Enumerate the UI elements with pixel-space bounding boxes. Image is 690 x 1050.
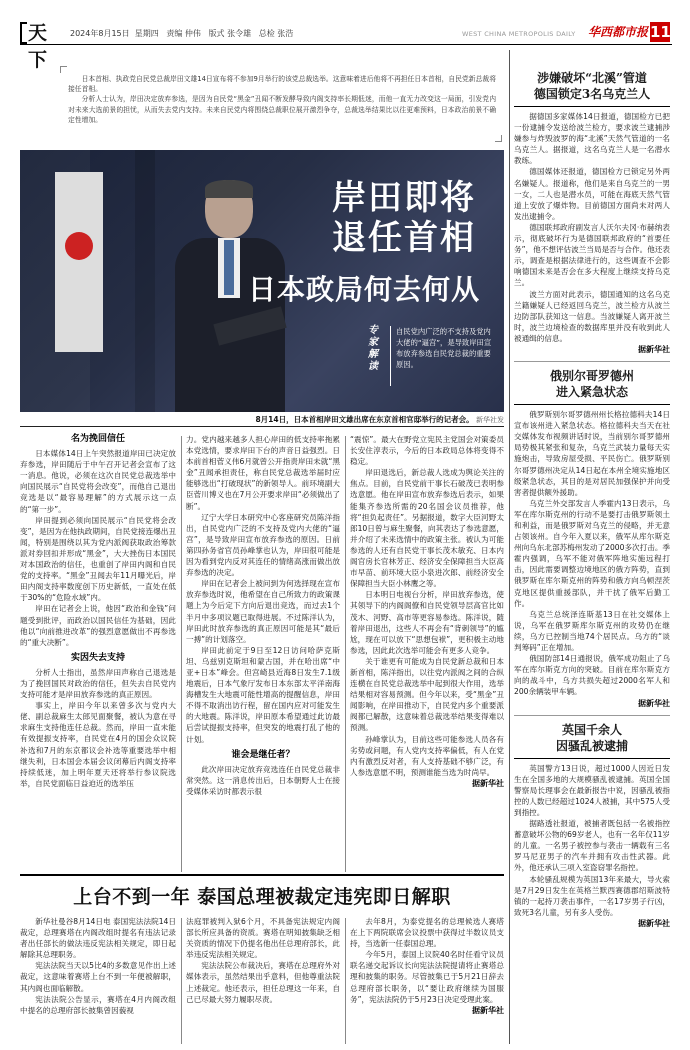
lead-text (68, 74, 496, 125)
header-design: 版式 张令雄 (208, 29, 252, 38)
header-section-label (20, 18, 64, 71)
story2-paragraph: 俄罗斯别尔哥罗德州州长格拉德科夫14日宣布该州进入紧急状态。格拉德科夫当天在社交媒体发布视频讲话时说，当前别尔哥罗德州局势极其紧张和复杂，乌克兰武装力量每天实施炮击，导致房屋受损、平民伤亡。俄罗斯别尔哥罗德州决定从14日起在本州全境实施地区级紧急状态，其目的是对居民加强保护并向受害者提供额外援助。 (514, 410, 670, 497)
subhead-2: 实因失去支持 (70, 652, 125, 663)
story3-rule (514, 758, 670, 759)
lead-p1: 日本首相、执政党自民党总裁岸田文雄14日宣布将不参加9月举行的该党总裁选举。这意味着进后他将不再担任日本首相，自民党新总裁将接任首相。 (68, 75, 496, 94)
person-tie (224, 240, 234, 295)
bottom-title: 上台不到一年 泰国总理被裁定违宪即日解职 (73, 886, 451, 908)
col-divider (345, 918, 346, 1044)
story2-paragraph: 乌克兰外交部发言人季霍内13日表示，乌军在库尔斯克州的行动不是要打击俄罗斯领土和利益，而是俄罗斯对乌克兰的侵略，并无意占领该州。自今年入夏以来，俄军从库尔斯克州向乌东北部苏梅州发动了2000多次打击。季霍内强调，乌军不能对俄军阵地实施远程打击，因此需要调整边境地区的俄方阵势，直到俄罗斯在库尔斯克州的阵势和俄方向乌顿涅茨克地区提供重援部队，并干扰了俄军后勤工作。 (514, 498, 671, 608)
col3-paragraph: 日本明日电视台分析，岸田放弃参选，使其领导下的内阁阁僚和自民党领导层高官比如茂木、河野、高市等更容易参选。陈洋说，随着岸田退出，这些人不再会有“背刺领导”的尴尬，现在可以放下“思想包袱”，更积极主动地参选，因此此次选举可能会有更多人竞争。 (350, 590, 504, 655)
sidebar-story-1 (514, 70, 670, 355)
section-name: 天下 (28, 22, 48, 71)
lead-p2: 分析人士认为，岸田决定放弃参选，是因为自民党“黑金”丑闻不断发酵导致内阁支持率长期低迷，而他一直无力改变这一局面，引发党内对未来大选前景的担忧，从而失去党内支持。未来自民党内将围绕总裁职位展开激烈争夺，总裁选举结果比以往更难预料，日本政治前景不确定性增加。 (68, 95, 496, 124)
story2-title (514, 368, 670, 400)
header-editor: 责编 仲伟 (166, 29, 201, 38)
page-number: 11 (650, 23, 671, 41)
story3-title (514, 722, 670, 754)
col2-paragraph: 力。党内越来越多人担心岸田的低支持率拖累本党选情，要求岸田下台的声音日益强烈。日本前首相菅义伟6月就曾公开指责岸田未就“黑金”丑闻承担责任，称自民党总裁选举届时应能够选出“打破现状”的新领导人。前环境副大臣菅川博义也在7月公开要求岸田“必须做出了断”。 (186, 435, 340, 511)
story2-title-l2: 进入紧急状态 (555, 385, 628, 400)
header-rule (20, 44, 672, 45)
hero-photo (20, 150, 504, 412)
header-weekday: 星期四 (134, 29, 159, 38)
story1-title-l1: 涉嫌破坏“北溪”管道 (537, 71, 647, 85)
brand-logo: 华西都市报 (588, 25, 649, 39)
hero-title-line1: 岸田即将 (332, 178, 476, 218)
main-column-1 (20, 434, 176, 789)
story2-source: 据新华社 (638, 698, 670, 708)
story3-source: 据新华社 (638, 918, 670, 928)
col3-paragraph: 孙峰掌认为，目前这些可能参选人员各有劣势或问题，有人党内支持率偏低，有人在党内有激烈反对者，有人支持基础不够广泛，有人参选意愿不明，预测谁能当选为时尚早。 (350, 734, 504, 777)
bg-stripe (135, 150, 155, 412)
story2-paragraph: 乌克兰总统泽连斯基13日在社交媒体上说，乌军在俄罗斯库尔斯克州的攻势仍在继续，乌方已控制当地74个居民点。乌方的“谈判筹码”正在增加。 (514, 609, 670, 653)
header-check: 总检 张浩 (258, 29, 294, 38)
bottom-paragraph: 今年5月，泰国上议院40名时任看守议员联名递交起诉议长向宪法法院提请将止赛塔总理和披集的职务。尽管披集已于5月21日辞去总理府部长职务，以“要让政府继续为国服务”，宪法法院仍于5月23日决定受理此案。 (350, 950, 504, 1004)
main-column-2 (186, 434, 340, 797)
sidebar-story-3 (514, 722, 670, 929)
col3-paragraph: “震惊”。最大在野党立宪民主党国会对策委员长安住淳表示，今后的日本政局总体将变得不稳定。 (350, 435, 504, 467)
lead-corner-tl (60, 66, 67, 73)
header-english: WEST CHINA METROPOLIS DAILY (462, 30, 576, 38)
hero-caption (20, 414, 504, 425)
story1-title (514, 70, 670, 102)
story1-rule (514, 106, 670, 107)
story3-paragraph: 本轮骚乱规模为英国13年来最大，导火索是7月29日发生在英格兰默西赛德郡绍斯波特镇的一起持刀袭击事件，一名17岁男子行凶，致死3名儿童，另有多人受伤。 (514, 874, 670, 917)
sidebar-rule (514, 715, 670, 716)
bottom-paragraph: 新华社曼谷8月14日电 泰国宪法法院14日裁定，总理赛塔在内阁改组时提名有违法记录者出任部长的做法违反宪法相关规定，即日起解除其总理职务。 (20, 917, 176, 960)
bottom-paragraph: 去年8月，为泰党提名的总理候选人赛塔在上下两院联席会议投票中获得过半数议员支持，当选新一任泰国总理。 (350, 917, 504, 949)
story3-paragraph: 据路透社报道，被捕者既包括一名被指控蓄意破坏公物的69岁老人，也有一名年仅11岁的儿童。一名男子被控参与袭击一辆载有三名罗马尼亚男子的汽车并拥有攻击性武器。此外，他还承认三项入室盗窃罪名指控。 (514, 819, 671, 873)
col1-paragraph: 分析人士指出，虽然岸田声称自己退选是为了挽回国民对政治的信任，但失去自民党内支持可能才是岸田放弃参选的真正原因。 (20, 667, 176, 700)
header-meta (70, 28, 293, 39)
col-divider (345, 436, 346, 872)
story1-title-l2: 德国锁定3名乌克兰人 (533, 87, 651, 101)
section-bracket-icon (20, 22, 27, 44)
story1-source: 据新华社 (638, 344, 670, 354)
col-divider (181, 436, 182, 872)
col2-paragraph: 岸田此前定于9日至12日访问哈萨克斯坦、乌兹别克斯坦和蒙古国，并在哈出席“中亚+日本”峰会。但宫崎县近海8日发生7.1级地震后，日本气象厅发布日本东部太平洋南海海槽发生大地震可能性增高的提醒信息，岸田不得不取消出访行程，留在国内应对可能发生的大地震。陈洋说，岸田原本希望通过此访最后尝试提振支持率，但突发的地震打乱了他的计划。 (186, 645, 340, 744)
col3-paragraph: 关于谁更有可能成为自民党新总裁和日本新首相，陈洋指出，以往党内派阀之间的合纵连横在自民党总裁选举中起到很大作用，选举结果相对容易预测。但今年以来，受“黑金”丑闻影响，在岸田推动下，自民党内多个重要派阀都已解散，这意味着总裁选举结果变得难以预测。 (350, 656, 504, 733)
person-hair (205, 180, 253, 198)
col1-paragraph: 事实上，岸田今年以来曾多次与党内大佬、副总裁麻生太郎见面聚餐，被认为意在寻求麻生支持他连任总裁。然而，岸田一直未能有效提振支持率，自民党在4月的国会众议院补选和7月的东京都议会补选等重要选举中相继失利，日本国会本届会议闭幕后内阁支持率持续低迷，加上明年夏天还将举行参议院选举，自民党面临日益迫近的选举压 (20, 701, 176, 788)
bottom-paragraph: 宪法法院公告显示，赛塔在4月内阁改组中提名的总理府部长披集曾因藐视 (20, 994, 176, 1015)
bottom-column-3 (350, 916, 504, 1016)
col3-source: 据新华社 (472, 778, 504, 788)
hero-summary: 自民党内广泛的不支持及党内大佬的“逼宫”，是导致岸田宣布放弃参选自民党总裁的重要原因。 (396, 327, 492, 369)
story3-paragraph: 英国警方13日说，超过1000人因近日发生在全国多地的大规模骚乱被逮捕。英国全国警察局长理事会在最新报告中说，因骚乱被指控的人数已经超过1024人被捕，其中575人受到指控。 (514, 763, 670, 817)
sidebar-story-2 (514, 368, 670, 709)
japan-flag (55, 172, 103, 352)
hero-rule (20, 426, 504, 427)
hero-credit: 新华社发 (476, 416, 504, 424)
subhead-1: 名为挽回信任 (70, 434, 125, 444)
bottom-column-1 (20, 916, 176, 1016)
bottom-paragraph: 宪法法院公布裁决后，赛塔在总理府外对媒体表示，虽然结果出乎意料，但他尊重法院上述裁定。他还表示，担任总理这一年来，自己已尽最大努力履职尽责。 (186, 961, 340, 1004)
hero-title-line2: 退任首相 (332, 218, 476, 258)
story1-paragraph: 德国联邦政府副发言人沃尔夫冈·布赫纳表示，彻底破坏行为是德国联邦政府的“首要任务”，他不想评估波兰当局是否与合作。他还表示，调查是根据法律进行的，这些调查不会影响德国未来是否会在多大程度上继续支持乌克兰。 (514, 222, 670, 288)
sidebar (514, 70, 670, 929)
story2-title-l1: 俄别尔哥罗德州 (549, 369, 634, 384)
col1-paragraph: 岸田在记者会上说，他因“政治和金钱”问题受到批评，而政治以国民信任为基础，因此他以“向前推进改革”的强烈意愿做出不再参选的“重大决断”。 (20, 604, 176, 647)
main-column-3 (350, 434, 504, 789)
story3-title-l1: 英国千余人 (561, 722, 622, 737)
bottom-column-2 (186, 916, 340, 1005)
hero-title (332, 178, 476, 258)
bottom-paragraph: 宪法法院当天以5比4的多数意见作出上述裁定，这意味着赛塔上台不到一年便被解职，其内阁也面临解散。 (20, 961, 176, 993)
col1-paragraph: 日本媒体14日上午突然报道岸田已决定放弃参选，岸田随后于中午召开记者会宣布了这一消息。他说，必须在这次自民党总裁选举中向国民展示“自民党将会改变”，而他自己退出竞选是以“最容易理解”的方式展示这一点的“第一步”。 (20, 449, 176, 514)
hero-tag-rule (390, 326, 391, 386)
story1-paragraph: 波兰方面对此表示，德国通知的这名乌克兰籍嫌疑人已经返回乌克兰，波兰检方从波兰边防部队获知这一信息。当波嫌疑人离开波兰时，波兰边境检查的数据库里并没有收到此人被通缉的信息。 (514, 289, 670, 343)
col2-paragraph: 辽宁大学日本研究中心客座研究员陈洋指出，自民党内广泛的不支持及党内大佬的“逼宫”，是导致岸田宣布放弃参选的原因。日前第四孙务省官员孙峰掌也认为，岸田很可能是因为看到党内反对其连任的情绪高涨而做出放弃参选的决定。 (186, 512, 340, 578)
hero-caption-text: 8月14日，日本首相岸田文雄出席在东京首相官邸举行的记者会。 (255, 415, 474, 424)
story2-paragraph: 俄国防部14日通报说，俄军成功阻止了乌军在库尔斯克方向的突破。目前在库尔斯克方向的战斗中，乌方共损失超过2000名军人和200余辆装甲车辆。 (514, 654, 670, 697)
story1-paragraph: 德国媒体还报道，德国检方已锁定另外两名嫌疑人。报道称，他们是来自乌克兰的一男一女，二人也是潜水员，可能在海底天然气管道上安放了爆炸物。目前德国方面尚未对两人发出逮捕令。 (514, 167, 670, 221)
lead-corner-br (495, 135, 502, 142)
col1-paragraph: 岸田提到必须向国民展示“自民党将会改变”，是因为在他执政期间，自民党接连爆出丑闻，特别是围绕以其为党内派阀获取政治筹款派对券回扣并形成“黑金”，大大挫伤日本国民对本国政治的信任，也重创了岸田内阁和自民党的支持率。“黑金”丑闻去年11月曝光后，岸田内阁支持率数度创下历史新低，一直处在低于30%的“危险水域”内。 (20, 515, 176, 603)
hero-tag-text: 专家解读 (368, 325, 378, 372)
page-header (0, 0, 690, 71)
col-divider (181, 918, 182, 1044)
col3-paragraph: 岸田退选后，新总裁人选成为舆论关注的焦点。目前，自民党前干事长石破茂已表明参选意愿。他在岸田宣布放弃参选后表示，如果能集齐参选所需的20名国会议员推荐，他将“担负起责任”。另据报道，数字大臣河野太郎10日曾与麻生聚餐，向其表达了参选意愿，并介绍了未来选情中的政策主张。被认为可能参选的人还有自民党干事长茂木敏充、日本内阁官房长官林芳正、经济安全保障担当大臣高市早苗、前环境大臣小泉进次郎、前经济安全保障担当大臣小林鹰之等。 (350, 468, 504, 589)
bottom-rule (20, 874, 504, 876)
lead-box (60, 66, 502, 142)
col2-paragraph: 此次岸田决定放弃竞选连任自民党总裁非常突然。这一消息传出后，日本朝野人士在接受媒体采访时都表示很 (186, 764, 340, 796)
story3-title-l2: 因骚乱被逮捕 (555, 738, 628, 753)
flag-sun (65, 232, 93, 260)
page-number-box (650, 22, 670, 42)
col2-paragraph: 岸田在记者会上被问到为何选择现在宣布放弃参选时说，他希望在自己所致力的政策课题上为今后定下方向后退出竞选，而过去1个半月中多项议题已取得进展。不过陈洋认为，岸田此时放弃参选的真正原因可能是其“最后一搏”的计划落空。 (186, 579, 340, 644)
header-date: 2024年8月15日 (70, 29, 130, 38)
subhead-3: 谁会是继任者？ (231, 749, 295, 760)
hero-subtitle: 日本政局何去何从 (248, 273, 481, 306)
sidebar-divider (509, 50, 510, 1044)
bottom-source: 据新华社 (472, 1005, 504, 1015)
sidebar-rule (514, 361, 670, 362)
hero-tag (368, 325, 386, 373)
story1-paragraph: 据德国多家媒体14日报道，德国检方已把一份逮捕令发送给波兰检方，要求波兰逮捕涉嫌参与炸毁波罗的海“北溪”天然气管道的一名乌克兰人。据报道，这名乌克兰人是一名潜水教练。 (514, 112, 670, 166)
bottom-paragraph: 法庭罪被判入狱6个月，不具备宪法规定内阁部长所应具备的资质。赛塔在明知披集缺乏相关资质的情况下仍提名他出任总理府部长，此举违反宪法相关规定。 (186, 917, 340, 960)
story2-rule (514, 404, 670, 405)
